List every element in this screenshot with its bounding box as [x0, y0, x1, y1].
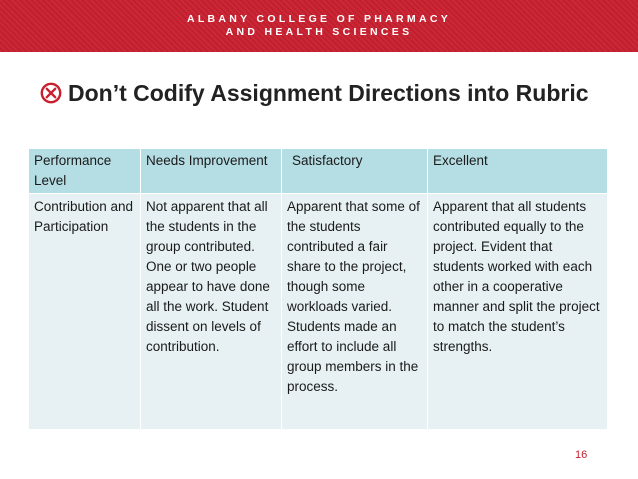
rubric-table	[28, 148, 608, 430]
table-header-row	[29, 149, 608, 194]
table-row	[29, 194, 608, 430]
cell-needs-improvement: Not apparent that all the students in the group contributed. One or two people appear to have done all the work. Student dissent on levels of contribution.	[141, 194, 282, 430]
column-header-needs-improvement: Needs Improvement	[141, 149, 282, 194]
college-banner	[0, 0, 638, 52]
cell-satisfactory: Apparent that some of the students contributed a fair share to the project, though some workloads varied. Students made an effort to include all group members in the process.	[282, 194, 428, 430]
college-name-line1: ALBANY COLLEGE OF PHARMACY	[186, 13, 452, 25]
row-performance-level: Contribution and Participation	[29, 194, 141, 430]
column-header-performance-level: Performance Level	[29, 149, 141, 194]
cell-excellent: Apparent that all students contributed equally to the project. Evident that students worked with each other in a cooperative manner and split the project to match the student’s strengths.	[428, 194, 608, 430]
college-name-line2: AND HEALTH SCIENCES	[225, 26, 413, 38]
column-header-satisfactory: Satisfactory	[282, 149, 428, 194]
prohibited-circle-x-icon	[40, 82, 62, 104]
slide-title	[40, 80, 620, 107]
column-header-excellent: Excellent	[428, 149, 608, 194]
page-number: 16	[575, 449, 588, 461]
slide-title-text: Don’t Codify Assignment Directions into Rubric	[68, 80, 589, 106]
